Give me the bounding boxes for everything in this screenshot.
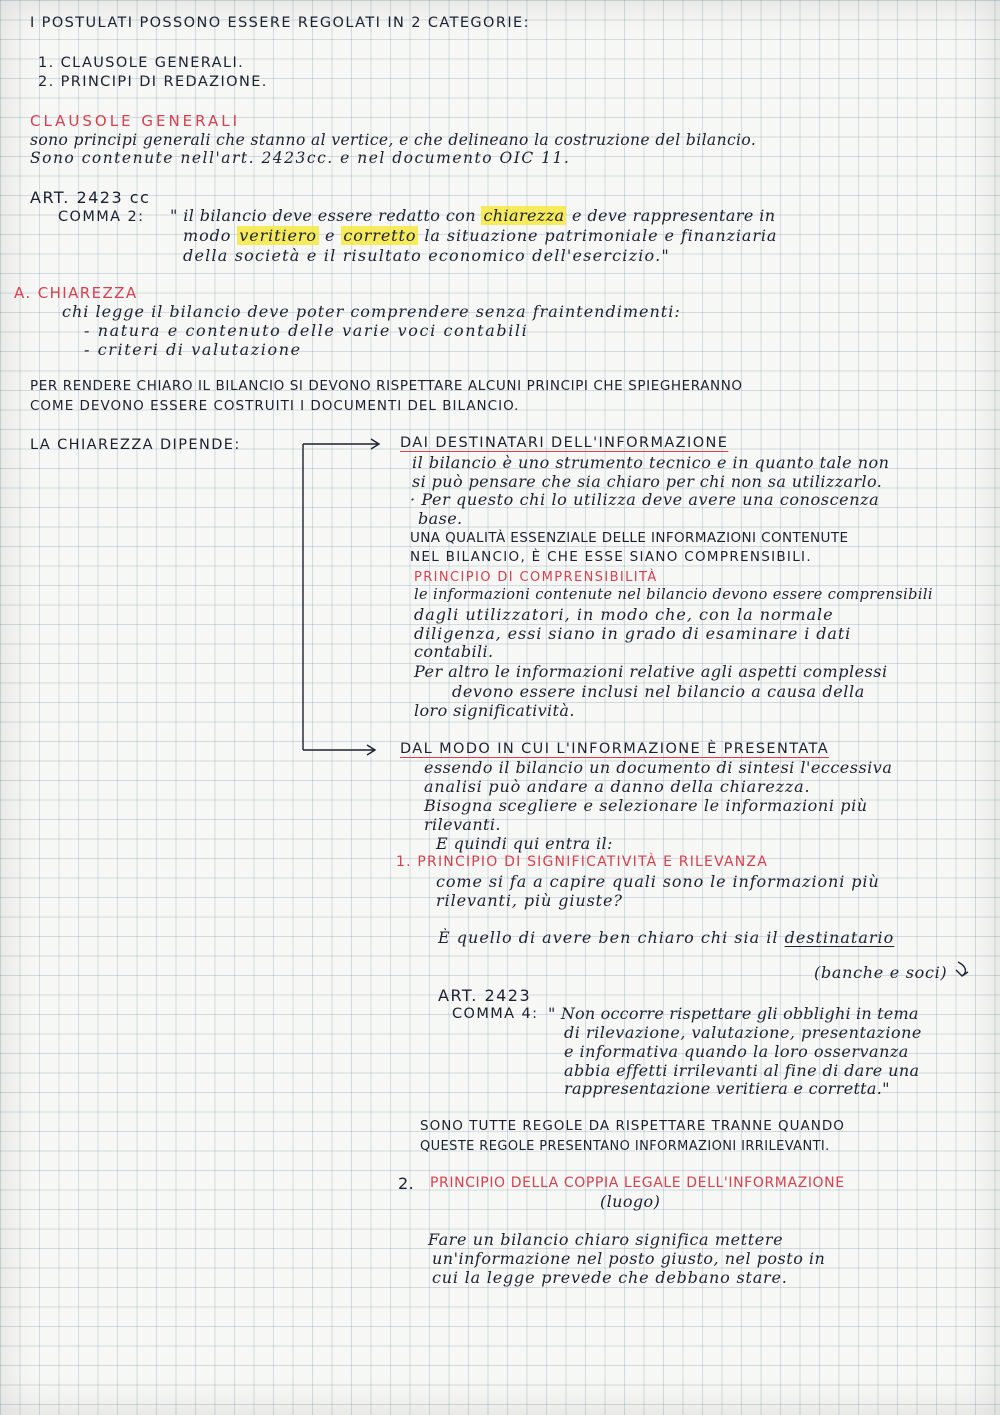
- chiarezza-title: A. CHIAREZZA: [14, 284, 138, 302]
- destinatari-line-3: · Per questo chi lo utilizza deve avere una conoscenza: [410, 490, 880, 509]
- quote-text: la situazione patrimoniale e finanziaria: [424, 226, 778, 245]
- quote-text: modo: [183, 226, 232, 245]
- principio-2-number: 2.: [398, 1174, 415, 1193]
- banche-e-soci: (banche e soci): [814, 963, 948, 982]
- chiarezza-caps-1: PER RENDERE CHIARO IL BILANCIO SI DEVONO RISPETTARE ALCUNI PRINCIPI CHE SPIEGHERANNO: [30, 378, 743, 394]
- principio-significativita: 1. PRINCIPIO DI SIGNIFICATIVITÀ E RILEVANZA: [396, 854, 768, 870]
- modo-line-2: analisi può andare a danno della chiarezza.: [424, 777, 811, 796]
- intro-item-1: 1. CLAUSOLE GENERALI.: [38, 55, 245, 71]
- art-2423-ref: ART. 2423 cc: [30, 188, 151, 207]
- significativita-line-1: come si fa a capire quali sono le informazioni più: [436, 872, 880, 891]
- intro-heading: I POSTULATI POSSONO ESSERE REGOLATI IN 2 CATEGORIE:: [30, 15, 530, 31]
- modo-line-5: E quindi qui entra il:: [436, 834, 613, 853]
- quote-text: e: [324, 226, 336, 245]
- modo-title: DAL MODO IN CUI L'INFORMAZIONE È PRESENTATA: [400, 741, 830, 757]
- chiarezza-bullet-2: - criteri di valutazione: [84, 340, 302, 359]
- regole-caps-2: QUESTE REGOLE PRESENTANO INFORMAZIONI IRRILEVANTI.: [420, 1139, 830, 1154]
- modo-line-3: Bisogna scegliere e selezionare le informazioni più: [424, 796, 868, 815]
- comprensibilita-line-2: dagli utilizzatori, in modo che, con la normale: [414, 605, 834, 624]
- comma-4-quote-4: abbia effetti irrilevanti al fine di dare una: [564, 1061, 920, 1080]
- destinatari-line-1: il bilancio è uno strumento tecnico e in quanto tale non: [412, 453, 890, 472]
- highlight-corretto: corretto: [343, 226, 417, 245]
- comma-4-label: COMMA 4:: [452, 1006, 539, 1022]
- art-2423-comma-4-ref: ART. 2423: [438, 986, 532, 1005]
- principio-2-luogo: (luogo): [600, 1192, 661, 1211]
- destinatario-word: destinatario: [784, 928, 895, 947]
- comma-4-quote-1: " Non occorre rispettare gli obblighi in tema: [548, 1004, 919, 1023]
- comma-4-quote-5: rappresentazione veritiera e corretta.": [564, 1079, 890, 1098]
- principio-comprensibilita: PRINCIPIO DI COMPRENSIBILITÀ: [414, 570, 658, 585]
- intro-item-2: 2. PRINCIPI DI REDAZIONE.: [38, 74, 268, 90]
- clausole-line-1: sono principi generali che stanno al vertice, e che delineano la costruzione del bilancio.: [30, 131, 757, 149]
- clausole-title: CLAUSOLE GENERALI: [30, 112, 241, 130]
- significativita-line-2: rilevanti, più giuste?: [436, 891, 623, 910]
- highlight-veritiero: veritiero: [239, 226, 317, 245]
- chiarezza-dipende: LA CHIAREZZA DIPENDE:: [30, 437, 241, 453]
- quote-text: e deve rappresentare in: [571, 206, 776, 225]
- destinatari-caps-2: NEL BILANCIO, È CHE ESSE SIANO COMPRENSIBILI.: [410, 549, 812, 565]
- comprensibilita-line-7: loro significatività.: [414, 701, 575, 720]
- destinatari-caps-1: UNA QUALITÀ ESSENZIALE DELLE INFORMAZIONI CONTENUTE: [410, 530, 849, 546]
- coppia-line-3: cui la legge prevede che debbano stare.: [432, 1268, 788, 1287]
- art-2423-quote-line-3: della società e il risultato economico dell'esercizio.": [183, 246, 670, 265]
- principio-coppia-legale: PRINCIPIO DELLA COPPIA LEGALE DELL'INFORMAZIONE: [430, 1175, 845, 1191]
- highlight-chiarezza: chiarezza: [483, 206, 565, 225]
- chiarezza-bullet-1: - natura e contenuto delle varie voci contabili: [84, 321, 529, 340]
- destinatari-title: DAI DESTINATARI DELL'INFORMAZIONE: [400, 435, 729, 451]
- clausole-line-2: Sono contenute nell'art. 2423cc. e nel documento OIC 11.: [30, 149, 571, 167]
- chiarezza-intro: chi legge il bilancio deve poter comprendere senza fraintendimenti:: [62, 302, 681, 321]
- comprensibilita-line-5: Per altro le informazioni relative agli aspetti complessi: [414, 662, 888, 681]
- comprensibilita-line-3: diligenza, essi siano in grado di esaminare i dati: [414, 624, 852, 643]
- comma-4-quote-3: e informativa quando la loro osservanza: [564, 1042, 909, 1061]
- art-2423-comma-2: COMMA 2:: [58, 209, 145, 225]
- comprensibilita-line-4: contabili.: [414, 642, 494, 661]
- coppia-line-1: Fare un bilancio chiaro significa mettere: [428, 1230, 784, 1249]
- destinatari-line-4: base.: [418, 509, 463, 528]
- destinatario-line: [438, 930, 894, 946]
- modo-line-1: essendo il bilancio un documento di sintesi l'eccessiva: [424, 758, 893, 777]
- comprensibilita-line-6: devono essere inclusi nel bilancio a causa della: [452, 682, 865, 701]
- destinatario-text: È quello di avere ben chiaro chi sia il: [438, 928, 779, 947]
- destinatari-line-2: si può pensare che sia chiaro per chi non sa utilizzarlo.: [412, 472, 883, 491]
- chiarezza-caps-2: COME DEVONO ESSERE COSTRUITI I DOCUMENTI DEL BILANCIO.: [30, 398, 520, 414]
- comprensibilita-line-1: le informazioni contenute nel bilancio devono essere comprensibili: [414, 587, 933, 603]
- quote-text: " il bilancio deve essere redatto con: [170, 206, 476, 225]
- modo-line-4: rilevanti.: [424, 815, 501, 834]
- regole-caps-1: SONO TUTTE REGOLE DA RISPETTARE TRANNE QUANDO: [420, 1118, 845, 1134]
- coppia-line-2: un'informazione nel posto giusto, nel posto in: [432, 1249, 826, 1268]
- comma-4-quote-2: di rilevazione, valutazione, presentazione: [564, 1023, 922, 1042]
